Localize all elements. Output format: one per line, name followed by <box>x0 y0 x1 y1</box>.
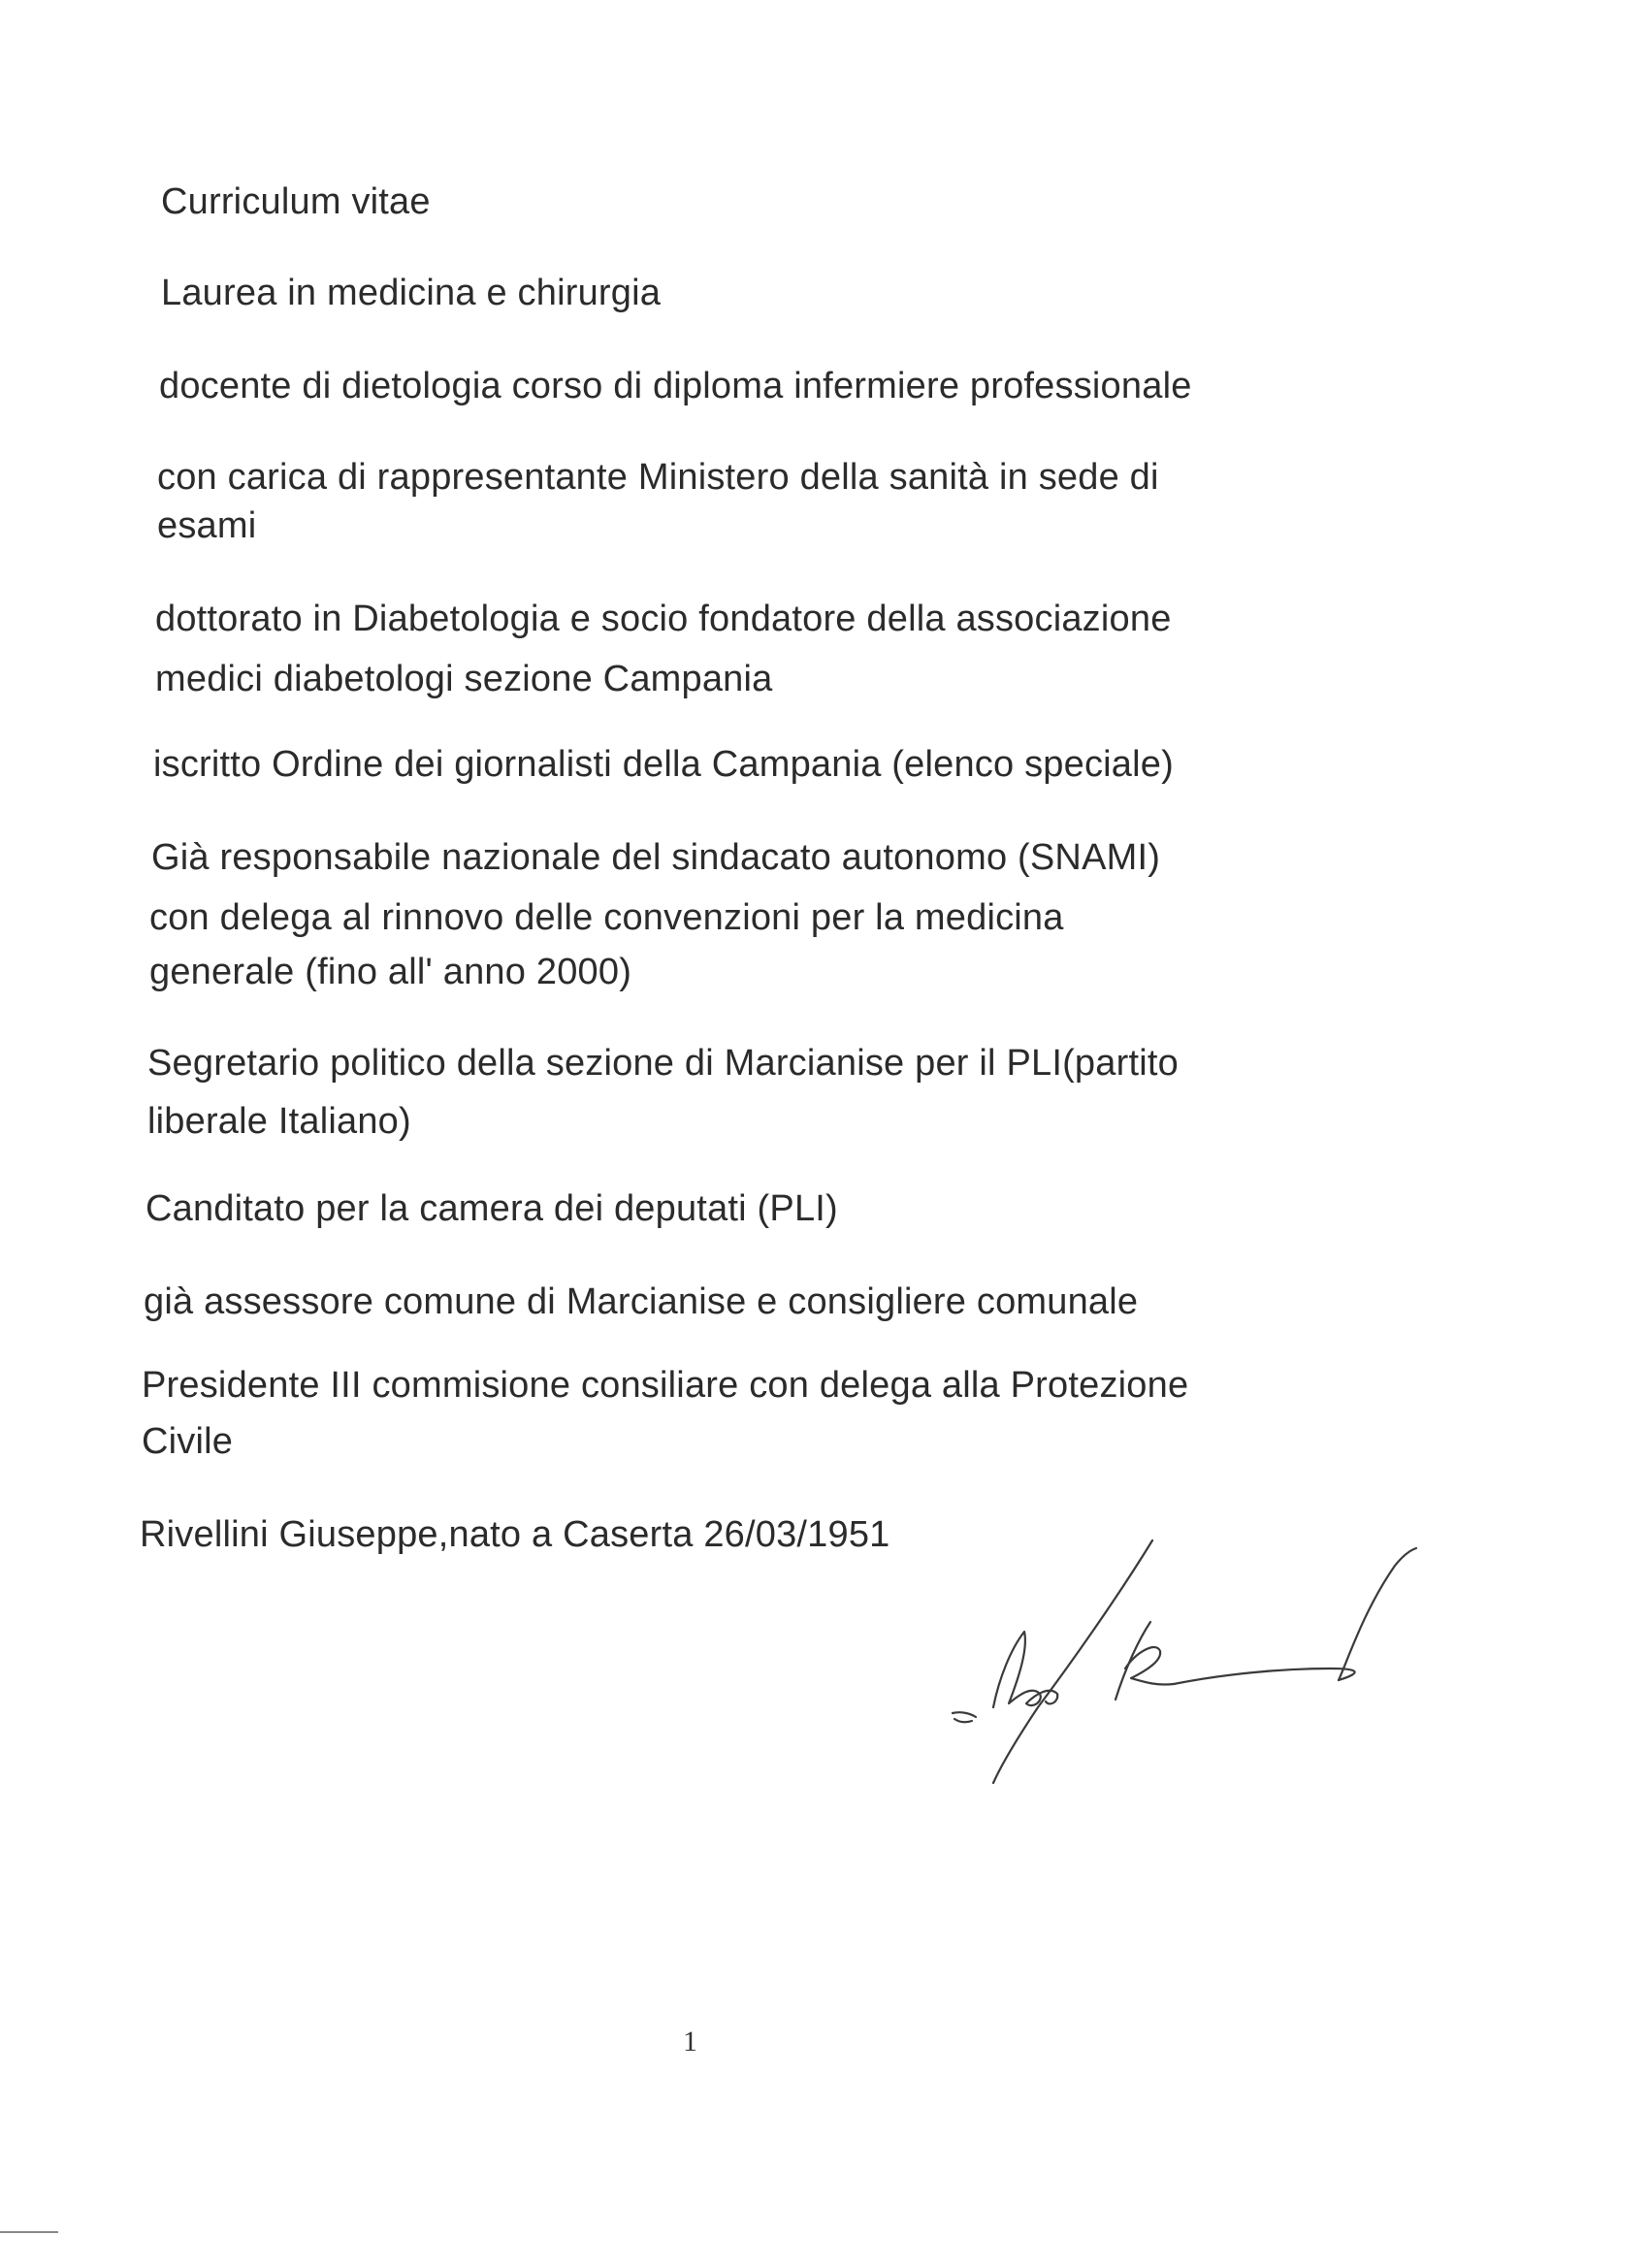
cv-line-degree: Laurea in medicina e chirurgia <box>161 273 662 313</box>
cv-line-commission: Presidente III commisione consiliare con delega alla Protezione <box>142 1365 1189 1406</box>
cv-line-commission-cont: Civile <box>142 1421 234 1462</box>
cv-line-birth-info: Rivellini Giuseppe,nato a Caserta 26/03/1951 <box>140 1514 890 1555</box>
document-title: Curriculum vitae <box>161 181 431 222</box>
cv-line-party-secretary: Segretario politico della sezione di Marcianise per il PLI(partito <box>147 1043 1179 1084</box>
cv-line-candidate: Canditato per la camera dei deputati (PLI) <box>146 1188 838 1229</box>
cv-line-doctorate: dottorato in Diabetologia e socio fondatore della associazione <box>155 599 1172 639</box>
page-number: 1 <box>683 2025 697 2057</box>
signature-icon <box>931 1523 1455 1795</box>
cv-line-teaching: docente di dietologia corso di diploma infermiere professionale <box>159 366 1192 406</box>
cv-line-union: Già responsabile nazionale del sindacato autonomo (SNAMI) <box>151 837 1161 878</box>
cv-line-party-secretary-cont: liberale Italiano) <box>147 1101 411 1142</box>
cv-line-journalists: iscritto Ordine dei giornalisti della Campania (elenco speciale) <box>153 744 1174 785</box>
cv-line-ministry: con carica di rappresentante Ministero della sanità in sede di <box>157 457 1159 498</box>
scan-edge-mark <box>0 2231 58 2233</box>
cv-line-councillor: già assessore comune di Marcianise e consigliere comunale <box>144 1281 1139 1322</box>
cv-line-ministry-cont: esami <box>157 505 257 546</box>
cv-line-union-cont1: con delega al rinnovo delle convenzioni per la medicina <box>149 897 1064 938</box>
cv-line-doctorate-cont: medici diabetologi sezione Campania <box>155 659 773 699</box>
cv-line-union-cont2: generale (fino all' anno 2000) <box>149 952 632 992</box>
